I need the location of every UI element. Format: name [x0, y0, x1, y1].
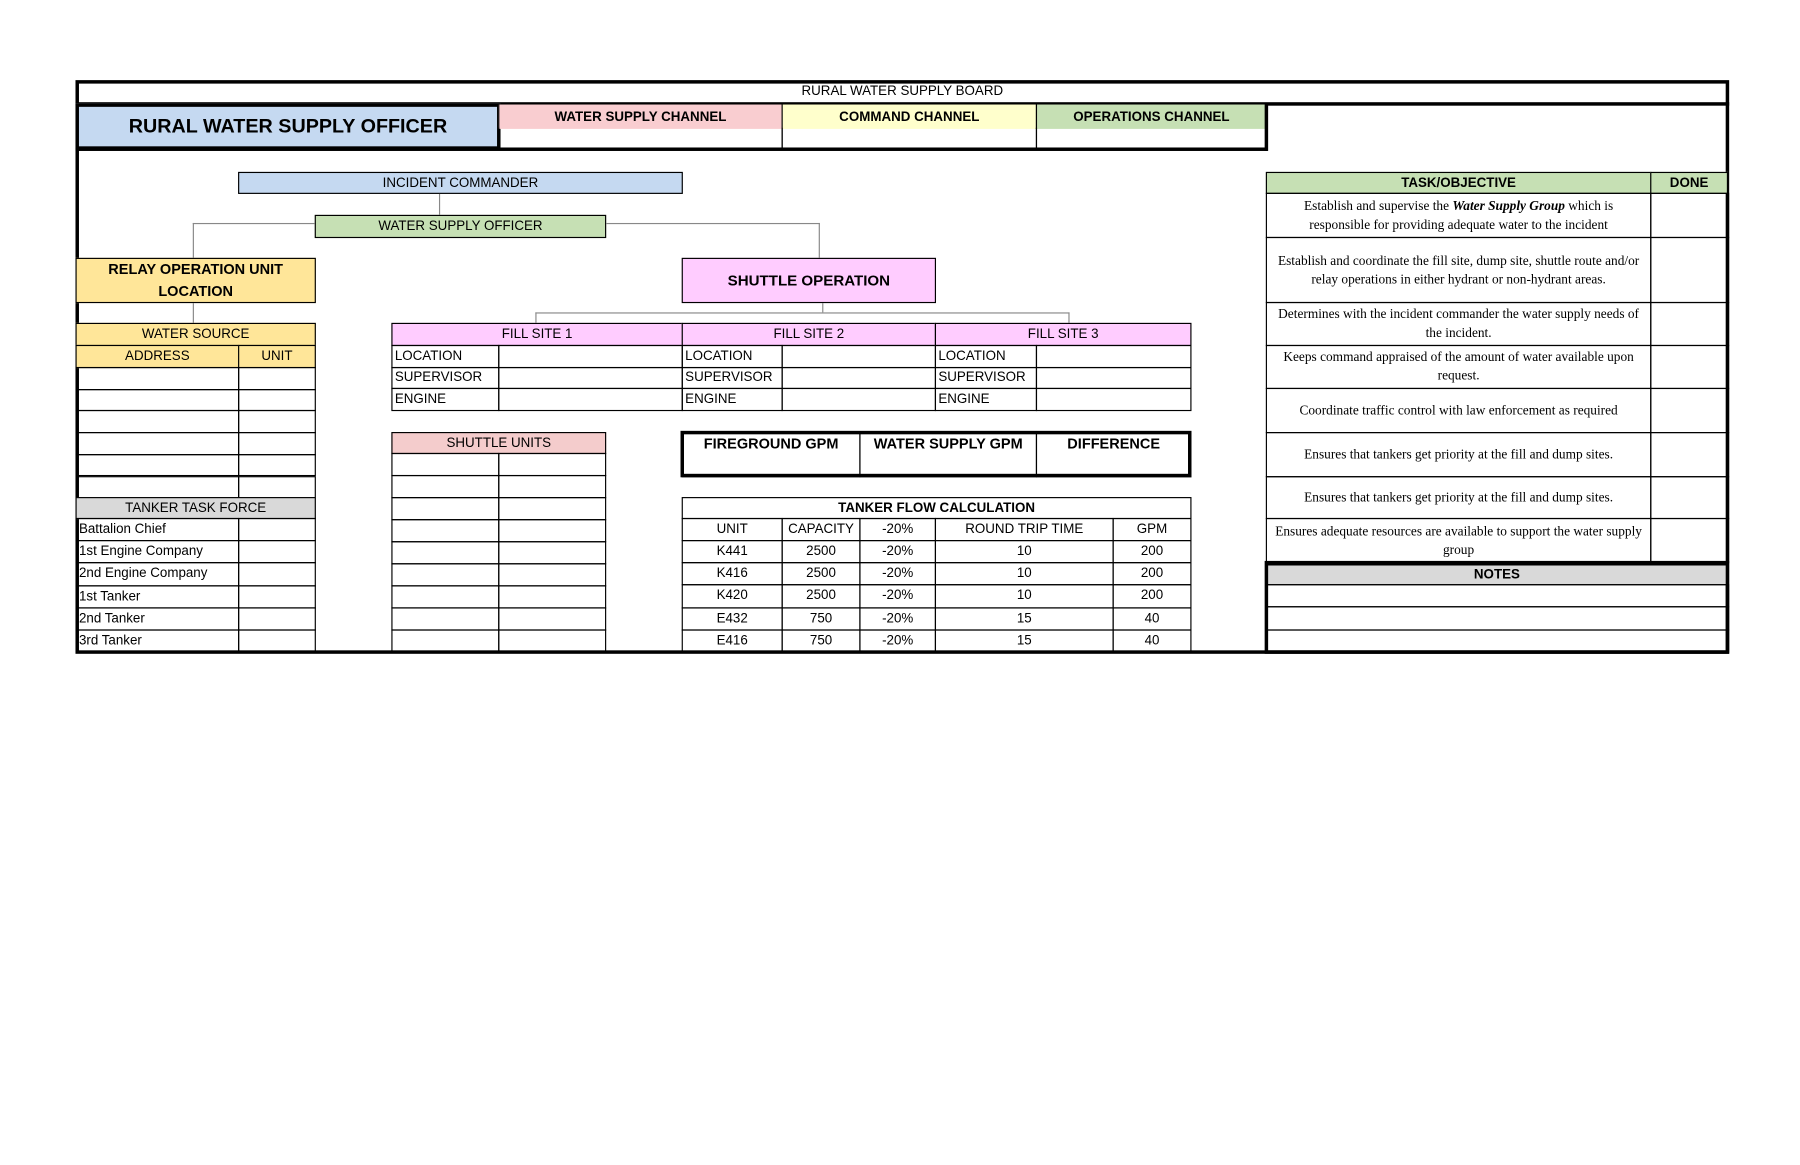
- fill-site-label: ENGINE: [935, 388, 1037, 411]
- task-done-checkbox[interactable]: [1650, 432, 1729, 477]
- tanker-task-force-value-cell[interactable]: [238, 518, 316, 541]
- relay-location-label: LOCATION: [158, 282, 234, 300]
- board-title: RURAL WATER SUPPLY BOARD: [75, 80, 1729, 106]
- tanker-flow-cell: -20%: [859, 585, 936, 608]
- water-supply-officer-box: WATER SUPPLY OFFICER: [315, 215, 606, 238]
- shuttle-unit-cell[interactable]: [498, 453, 606, 476]
- channel-value-field[interactable]: [498, 128, 783, 150]
- fill-site-value-cell[interactable]: [782, 345, 936, 368]
- fill-site-value-cell[interactable]: [1036, 366, 1192, 389]
- shuttle-unit-cell[interactable]: [498, 497, 606, 520]
- tanker-flow-cell: 2500: [782, 540, 861, 563]
- shuttle-unit-cell[interactable]: [391, 607, 499, 630]
- tanker-task-force-value-cell[interactable]: [238, 585, 316, 608]
- task-text: Establish and supervise the Water Supply Group which is responsible for providing adequate water to the incident: [1304, 199, 1614, 232]
- tanker-flow-cell: 2500: [782, 562, 861, 585]
- shuttle-unit-cell[interactable]: [391, 519, 499, 542]
- fill-site-header: FILL SITE 1: [391, 323, 682, 346]
- fill-site-value-cell[interactable]: [498, 345, 683, 368]
- tanker-task-force-label: 2nd Tanker: [75, 607, 239, 630]
- tanker-task-force-value-cell[interactable]: [238, 629, 316, 652]
- fill-site-value-cell[interactable]: [1036, 388, 1192, 411]
- task-done-checkbox[interactable]: [1650, 518, 1729, 563]
- tanker-flow-cell: 15: [935, 629, 1114, 652]
- officer-title: RURAL WATER SUPPLY OFFICER: [75, 103, 500, 149]
- water-source-unit-cell[interactable]: [238, 454, 316, 477]
- tanker-flow-cell: 40: [1113, 629, 1192, 652]
- water-source-address-cell[interactable]: [75, 476, 239, 499]
- task-objective-text: Ensures that tankers get priority at the fill and dump sites.: [1266, 432, 1652, 477]
- shuttle-unit-cell[interactable]: [498, 629, 606, 652]
- address-header: ADDRESS: [75, 345, 239, 368]
- tanker-flow-cell: K420: [682, 585, 783, 608]
- tanker-flow-cell: 10: [935, 585, 1114, 608]
- relay-operation-unit-box: [75, 258, 315, 303]
- task-objective-text: Determines with the incident commander the water supply needs of the incident.: [1266, 302, 1652, 346]
- tanker-flow-cell: E432: [682, 607, 783, 630]
- fill-site-value-cell[interactable]: [1036, 345, 1192, 368]
- water-source-unit-cell[interactable]: [238, 389, 316, 412]
- tanker-task-force-value-cell[interactable]: [238, 563, 316, 586]
- fill-site-label: SUPERVISOR: [935, 366, 1037, 389]
- fill-site-value-cell[interactable]: [782, 366, 936, 389]
- tanker-flow-cell: 2500: [782, 585, 861, 608]
- channel-value-field[interactable]: [1036, 128, 1267, 150]
- task-done-checkbox[interactable]: [1650, 302, 1729, 346]
- tanker-flow-cell: 200: [1113, 585, 1192, 608]
- water-source-address-cell[interactable]: [75, 410, 239, 433]
- shuttle-unit-cell[interactable]: [498, 607, 606, 630]
- tanker-flow-cell: 750: [782, 607, 861, 630]
- tanker-flow-cell: E416: [682, 629, 783, 652]
- task-done-checkbox[interactable]: [1650, 388, 1729, 433]
- channel-header: WATER SUPPLY CHANNEL: [498, 105, 783, 129]
- tanker-task-force-value-cell[interactable]: [238, 607, 316, 630]
- tanker-flow-title: TANKER FLOW CALCULATION: [682, 497, 1192, 519]
- fill-site-label: SUPERVISOR: [682, 366, 783, 389]
- tanker-flow-column-header: -20%: [859, 518, 936, 541]
- tanker-flow-column-header: ROUND TRIP TIME: [935, 518, 1114, 541]
- shuttle-operation-box: SHUTTLE OPERATION: [682, 258, 936, 303]
- tanker-flow-cell: 15: [935, 607, 1114, 630]
- water-source-unit-cell[interactable]: [238, 410, 316, 433]
- shuttle-unit-cell[interactable]: [391, 585, 499, 608]
- shuttle-units-header: SHUTTLE UNITS: [391, 432, 606, 454]
- tanker-task-force-header: TANKER TASK FORCE: [75, 497, 315, 519]
- shuttle-unit-cell[interactable]: [391, 629, 499, 652]
- tanker-flow-cell: 10: [935, 562, 1114, 585]
- task-objective-text: Ensures adequate resources are available to support the water supply group: [1266, 518, 1652, 563]
- water-source-header: WATER SOURCE: [75, 323, 315, 346]
- shuttle-unit-cell[interactable]: [391, 453, 499, 476]
- tanker-flow-column-header: GPM: [1113, 518, 1192, 541]
- tanker-flow-cell: -20%: [859, 607, 936, 630]
- gpm-header: DIFFERENCE: [1036, 432, 1192, 477]
- tanker-task-force-label: 2nd Engine Company: [75, 563, 239, 586]
- fill-site-value-cell[interactable]: [498, 388, 683, 411]
- water-source-unit-cell[interactable]: [238, 367, 316, 390]
- shuttle-unit-cell[interactable]: [391, 497, 499, 520]
- task-done-checkbox[interactable]: [1650, 476, 1729, 519]
- tanker-task-force-label: 1st Tanker: [75, 585, 239, 608]
- fill-site-label: LOCATION: [682, 345, 783, 368]
- fill-site-value-cell[interactable]: [782, 388, 936, 411]
- channel-header: OPERATIONS CHANNEL: [1036, 105, 1267, 129]
- task-objective-text: Keeps command appraised of the amount of water available upon request.: [1266, 345, 1652, 389]
- shuttle-unit-cell[interactable]: [391, 541, 499, 564]
- task-objective-text: Establish and coordinate the fill site, dump site, shuttle route and/or relay operations in either hydrant or non-hydrant areas.: [1266, 237, 1652, 303]
- shuttle-unit-cell[interactable]: [498, 475, 606, 498]
- task-objective-text: [1266, 193, 1652, 238]
- tanker-flow-cell: 200: [1113, 562, 1192, 585]
- fill-site-label: LOCATION: [935, 345, 1037, 368]
- tanker-flow-cell: K416: [682, 562, 783, 585]
- channel-value-field[interactable]: [782, 128, 1037, 150]
- tanker-flow-cell: 40: [1113, 607, 1192, 630]
- water-source-unit-cell[interactable]: [238, 476, 316, 499]
- shuttle-unit-cell[interactable]: [498, 541, 606, 564]
- gpm-frame: [681, 431, 1192, 477]
- water-source-address-cell[interactable]: [75, 367, 239, 390]
- shuttle-unit-cell[interactable]: [391, 475, 499, 498]
- tanker-flow-cell: -20%: [859, 540, 936, 563]
- task-objective-text: Coordinate traffic control with law enforcement as required: [1266, 388, 1652, 433]
- gpm-header: FIREGROUND GPM: [682, 432, 861, 477]
- tanker-task-force-value-cell[interactable]: [238, 540, 316, 563]
- incident-commander-box: INCIDENT COMMANDER: [238, 172, 683, 194]
- unit-header: UNIT: [238, 345, 316, 368]
- task-done-checkbox[interactable]: [1650, 345, 1729, 389]
- shuttle-unit-cell[interactable]: [391, 563, 499, 586]
- tanker-flow-cell: -20%: [859, 629, 936, 652]
- water-source-address-cell[interactable]: [75, 454, 239, 477]
- water-source-unit-cell[interactable]: [238, 432, 316, 455]
- tanker-task-force-label: Battalion Chief: [75, 518, 239, 541]
- tanker-flow-cell: 10: [935, 540, 1114, 563]
- tanker-flow-cell: K441: [682, 540, 783, 563]
- fill-site-header: FILL SITE 2: [682, 323, 936, 346]
- task-done-checkbox[interactable]: [1650, 237, 1729, 303]
- fill-site-label: ENGINE: [682, 388, 783, 411]
- tanker-flow-column-header: CAPACITY: [782, 518, 861, 541]
- shuttle-unit-cell[interactable]: [498, 563, 606, 586]
- gpm-header: WATER SUPPLY GPM: [859, 432, 1037, 477]
- fill-site-label: SUPERVISOR: [391, 366, 499, 389]
- task-objective-header: TASK/OBJECTIVE: [1266, 172, 1652, 194]
- fill-site-label: ENGINE: [391, 388, 499, 411]
- relay-title: RELAY OPERATION UNIT: [108, 260, 284, 277]
- notes-header: NOTES: [1266, 562, 1728, 585]
- notes-frame: [1265, 561, 1730, 654]
- shuttle-unit-cell[interactable]: [498, 585, 606, 608]
- water-source-address-cell[interactable]: [75, 389, 239, 412]
- fill-site-header: FILL SITE 3: [935, 323, 1192, 346]
- done-header: DONE: [1650, 172, 1728, 194]
- tanker-task-force-label: 1st Engine Company: [75, 540, 239, 563]
- task-done-checkbox[interactable]: [1650, 193, 1729, 238]
- fill-site-label: LOCATION: [391, 345, 499, 368]
- shuttle-unit-cell[interactable]: [498, 519, 606, 542]
- tanker-flow-column-header: UNIT: [682, 518, 783, 541]
- water-source-address-cell[interactable]: [75, 432, 239, 455]
- tanker-flow-cell: -20%: [859, 562, 936, 585]
- task-objective-text: Ensures that tankers get priority at the fill and dump sites.: [1266, 476, 1652, 519]
- fill-site-value-cell[interactable]: [498, 366, 683, 389]
- tanker-task-force-label: 3rd Tanker: [75, 629, 239, 652]
- channel-header: COMMAND CHANNEL: [782, 105, 1037, 129]
- tanker-flow-cell: 750: [782, 629, 861, 652]
- tanker-flow-cell: 200: [1113, 540, 1192, 563]
